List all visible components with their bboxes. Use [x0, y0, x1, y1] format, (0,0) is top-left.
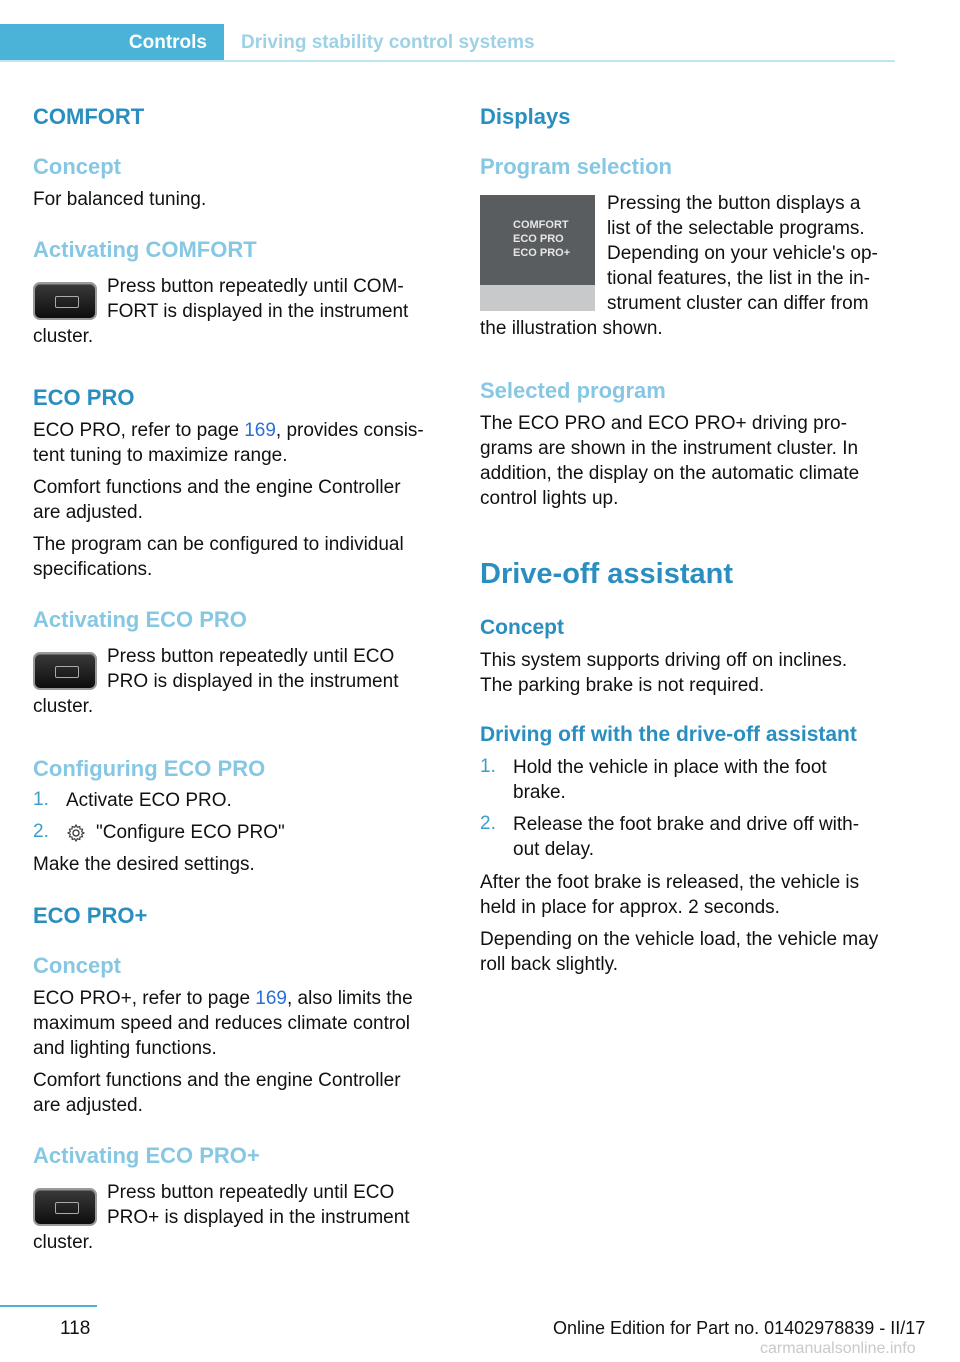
program-selection-line: the illustration shown. [480, 318, 663, 339]
list-item: Hold the vehicle in place with the foot [513, 757, 827, 778]
drive-off-assistant-heading: Drive-off assistant [480, 558, 734, 590]
page-link-169[interactable]: 169 [244, 420, 276, 441]
drive-off-concept-heading: Concept [480, 616, 564, 639]
ecoproplus-paragraph: are adjusted. [33, 1095, 143, 1116]
program-selection-heading: Program selection [480, 154, 672, 179]
ecopro-heading: ECO PRO [33, 385, 135, 410]
activating-ecopro-heading: Activating ECO PRO [33, 607, 247, 632]
ecoproplus-concept-heading: Concept [33, 953, 121, 978]
list-item: out delay. [513, 839, 594, 860]
list-item: brake. [513, 782, 566, 803]
list-item: Activate ECO PRO. [66, 790, 232, 811]
ecopro-paragraph: tent tuning to maximize range. [33, 445, 288, 466]
edition-text: Online Edition for Part no. 01402978839 - II/17 [553, 1318, 926, 1338]
list-number: 1. [480, 756, 496, 777]
selected-program-heading: Selected program [480, 378, 666, 403]
drive-off-concept-line: The parking brake is not required. [480, 675, 765, 696]
ecoproplus-text: ECO PRO+, refer to page [33, 988, 256, 1009]
mode-button-image [33, 282, 97, 320]
activating-ecopro-line: cluster. [33, 696, 94, 717]
comfort-concept-text: For balanced tuning. [33, 189, 207, 210]
program-selection-line: Pressing the button displays a [607, 193, 861, 214]
ecopro-paragraph [33, 418, 424, 443]
list-item: "Configure ECO PRO" [96, 822, 285, 843]
ecoproplus-paragraph: Comfort functions and the engine Controller [33, 1070, 401, 1091]
list-item: Release the foot brake and drive off with‐ [513, 814, 860, 835]
page-header [0, 24, 895, 62]
ecoproplus-paragraph: and lighting functions. [33, 1038, 217, 1059]
display-bottom-strip [480, 285, 595, 311]
page-number: 118 [60, 1318, 91, 1339]
activating-comfort-line: cluster. [33, 326, 94, 347]
activating-ecoproplus-heading: Activating ECO PRO+ [33, 1143, 260, 1168]
activating-ecoproplus-line: PRO+ is displayed in the instrument [107, 1207, 410, 1228]
selected-program-line: addition, the display on the automatic climate [480, 463, 860, 484]
activating-ecopro-line: PRO is displayed in the instrument [107, 671, 399, 692]
program-selection-line: tional features, the list in the in‐ [607, 268, 870, 289]
chapter-tab: Controls [0, 24, 224, 62]
ecoproplus-text: , also limits the [287, 988, 413, 1009]
display-line: COMFORT [513, 219, 569, 231]
ecopro-paragraph: The program can be configured to individual [33, 534, 404, 555]
displays-heading: Displays [480, 104, 571, 129]
comfort-heading: COMFORT [33, 104, 145, 129]
activating-ecopro-line: Press button repeatedly until ECO [107, 646, 395, 667]
gear-icon [66, 823, 86, 843]
program-selection-line: list of the selectable programs. [607, 218, 865, 239]
ecoproplus-heading: ECO PRO+ [33, 903, 148, 928]
vehicle-load-line: Depending on the vehicle load, the vehicle may [480, 929, 879, 950]
list-number: 1. [33, 789, 49, 810]
header-rule [0, 60, 895, 62]
ecoproplus-paragraph: maximum speed and reduces climate control [33, 1013, 411, 1034]
after-release-line: held in place for approx. 2 seconds. [480, 897, 780, 918]
driving-off-heading: Driving off with the drive-off assistant [480, 723, 857, 746]
activating-comfort-heading: Activating COMFORT [33, 237, 257, 262]
display-line: ECO PRO [513, 233, 564, 245]
ecoproplus-paragraph [33, 986, 413, 1011]
configuring-ecopro-heading: Configuring ECO PRO [33, 756, 266, 781]
ecopro-text: ECO PRO, refer to page [33, 420, 245, 441]
program-selection-line: strument cluster can differ from [607, 293, 869, 314]
selected-program-line: The ECO PRO and ECO PRO+ driving pro‐ [480, 413, 847, 434]
list-number: 2. [33, 821, 49, 842]
footer-rule [0, 1305, 97, 1307]
display-line: ECO PRO+ [513, 247, 571, 259]
activating-ecoproplus-line: cluster. [33, 1232, 94, 1253]
instrument-cluster-display [480, 195, 595, 311]
activating-ecoproplus-line: Press button repeatedly until ECO [107, 1182, 395, 1203]
selected-program-line: control lights up. [480, 488, 619, 509]
ecopro-paragraph: are adjusted. [33, 502, 143, 523]
ecopro-paragraph: Comfort functions and the engine Controller [33, 477, 401, 498]
after-release-line: After the foot brake is released, the vehicle is [480, 872, 860, 893]
section-title: Driving stability control systems [241, 32, 535, 53]
selected-program-line: grams are shown in the instrument cluster. In [480, 438, 859, 459]
program-selection-line: Depending on your vehicle's op‐ [607, 243, 878, 264]
activating-comfort-line: Press button repeatedly until COM‐ [107, 276, 404, 297]
comfort-concept-heading: Concept [33, 154, 121, 179]
ecopro-paragraph: specifications. [33, 559, 153, 580]
activating-comfort-line: FORT is displayed in the instrument [107, 301, 409, 322]
ecopro-text: , provides consis‐ [275, 420, 424, 441]
drive-off-concept-line: This system supports driving off on inclines. [480, 650, 848, 671]
page-link-169[interactable]: 169 [255, 988, 287, 1009]
vehicle-load-line: roll back slightly. [480, 954, 618, 975]
mode-button-image [33, 1188, 97, 1226]
mode-button-image [33, 652, 97, 690]
list-number: 2. [480, 813, 496, 834]
configuring-after-text: Make the desired settings. [33, 854, 255, 875]
watermark: carmanualsonline.info [760, 1340, 916, 1357]
